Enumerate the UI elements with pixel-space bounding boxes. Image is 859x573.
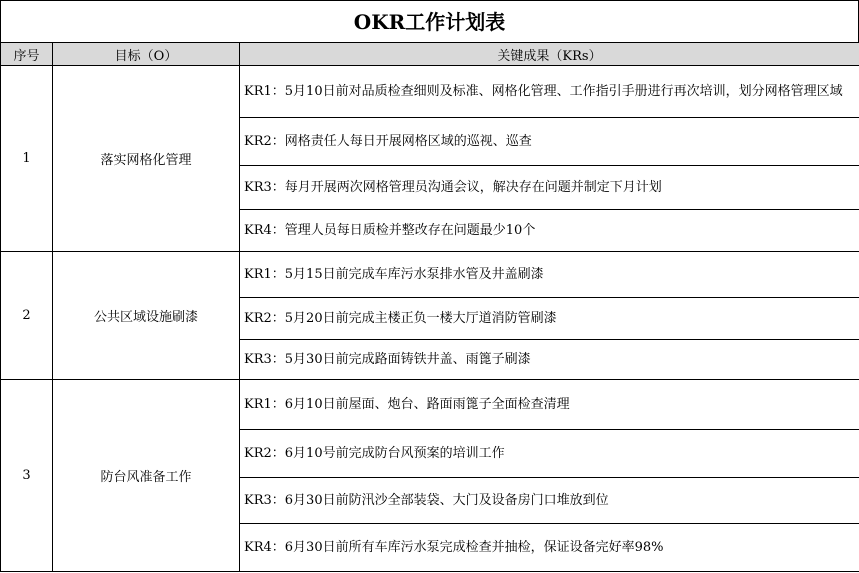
row-index: 3 xyxy=(1,380,53,572)
kr-cell: KR1：5月15日前完成车库污水泵排水管及井盖刷漆 xyxy=(240,252,859,298)
row-objective: 防台风准备工作 xyxy=(53,380,240,572)
kr-cell: KR1：5月10日前对品质检查细则及标准、网格化管理、工作指引手册进行再次培训，划分网格管理区域 xyxy=(240,66,859,118)
kr-cell: KR2：6月10号前完成防台风预案的培训工作 xyxy=(240,430,859,478)
table-row xyxy=(1,252,859,298)
row-index: 1 xyxy=(1,66,53,252)
header-key-results: 关键成果（KRs） xyxy=(240,43,859,66)
header-row xyxy=(1,43,859,66)
kr-cell: KR1：6月10日前屋面、炮台、路面雨篦子全面检查清理 xyxy=(240,380,859,430)
table-row xyxy=(1,380,859,430)
kr-cell: KR4：管理人员每日质检并整改存在问题最少10个 xyxy=(240,210,859,252)
row-index: 2 xyxy=(1,252,53,380)
row-objective: 公共区域设施刷漆 xyxy=(53,252,240,380)
kr-cell: KR4：6月30日前所有车库污水泵完成检查并抽检，保证设备完好率98% xyxy=(240,524,859,572)
header-objective: 目标（O） xyxy=(53,43,240,66)
sheet-title: OKR工作计划表 xyxy=(0,0,859,42)
kr-cell: KR2：5月20日前完成主楼正负一楼大厅道消防管刷漆 xyxy=(240,298,859,340)
kr-cell: KR3：6月30日前防汛沙全部装袋、大门及设备房门口堆放到位 xyxy=(240,478,859,524)
kr-cell: KR3：每月开展两次网格管理员沟通会议，解决存在问题并制定下月计划 xyxy=(240,166,859,210)
header-index: 序号 xyxy=(1,43,53,66)
kr-cell: KR3：5月30日前完成路面铸铁井盖、雨篦子刷漆 xyxy=(240,340,859,380)
okr-table xyxy=(0,42,859,572)
table-row xyxy=(1,66,859,118)
kr-cell: KR2：网格责任人每日开展网格区域的巡视、巡查 xyxy=(240,118,859,166)
row-objective: 落实网格化管理 xyxy=(53,66,240,252)
